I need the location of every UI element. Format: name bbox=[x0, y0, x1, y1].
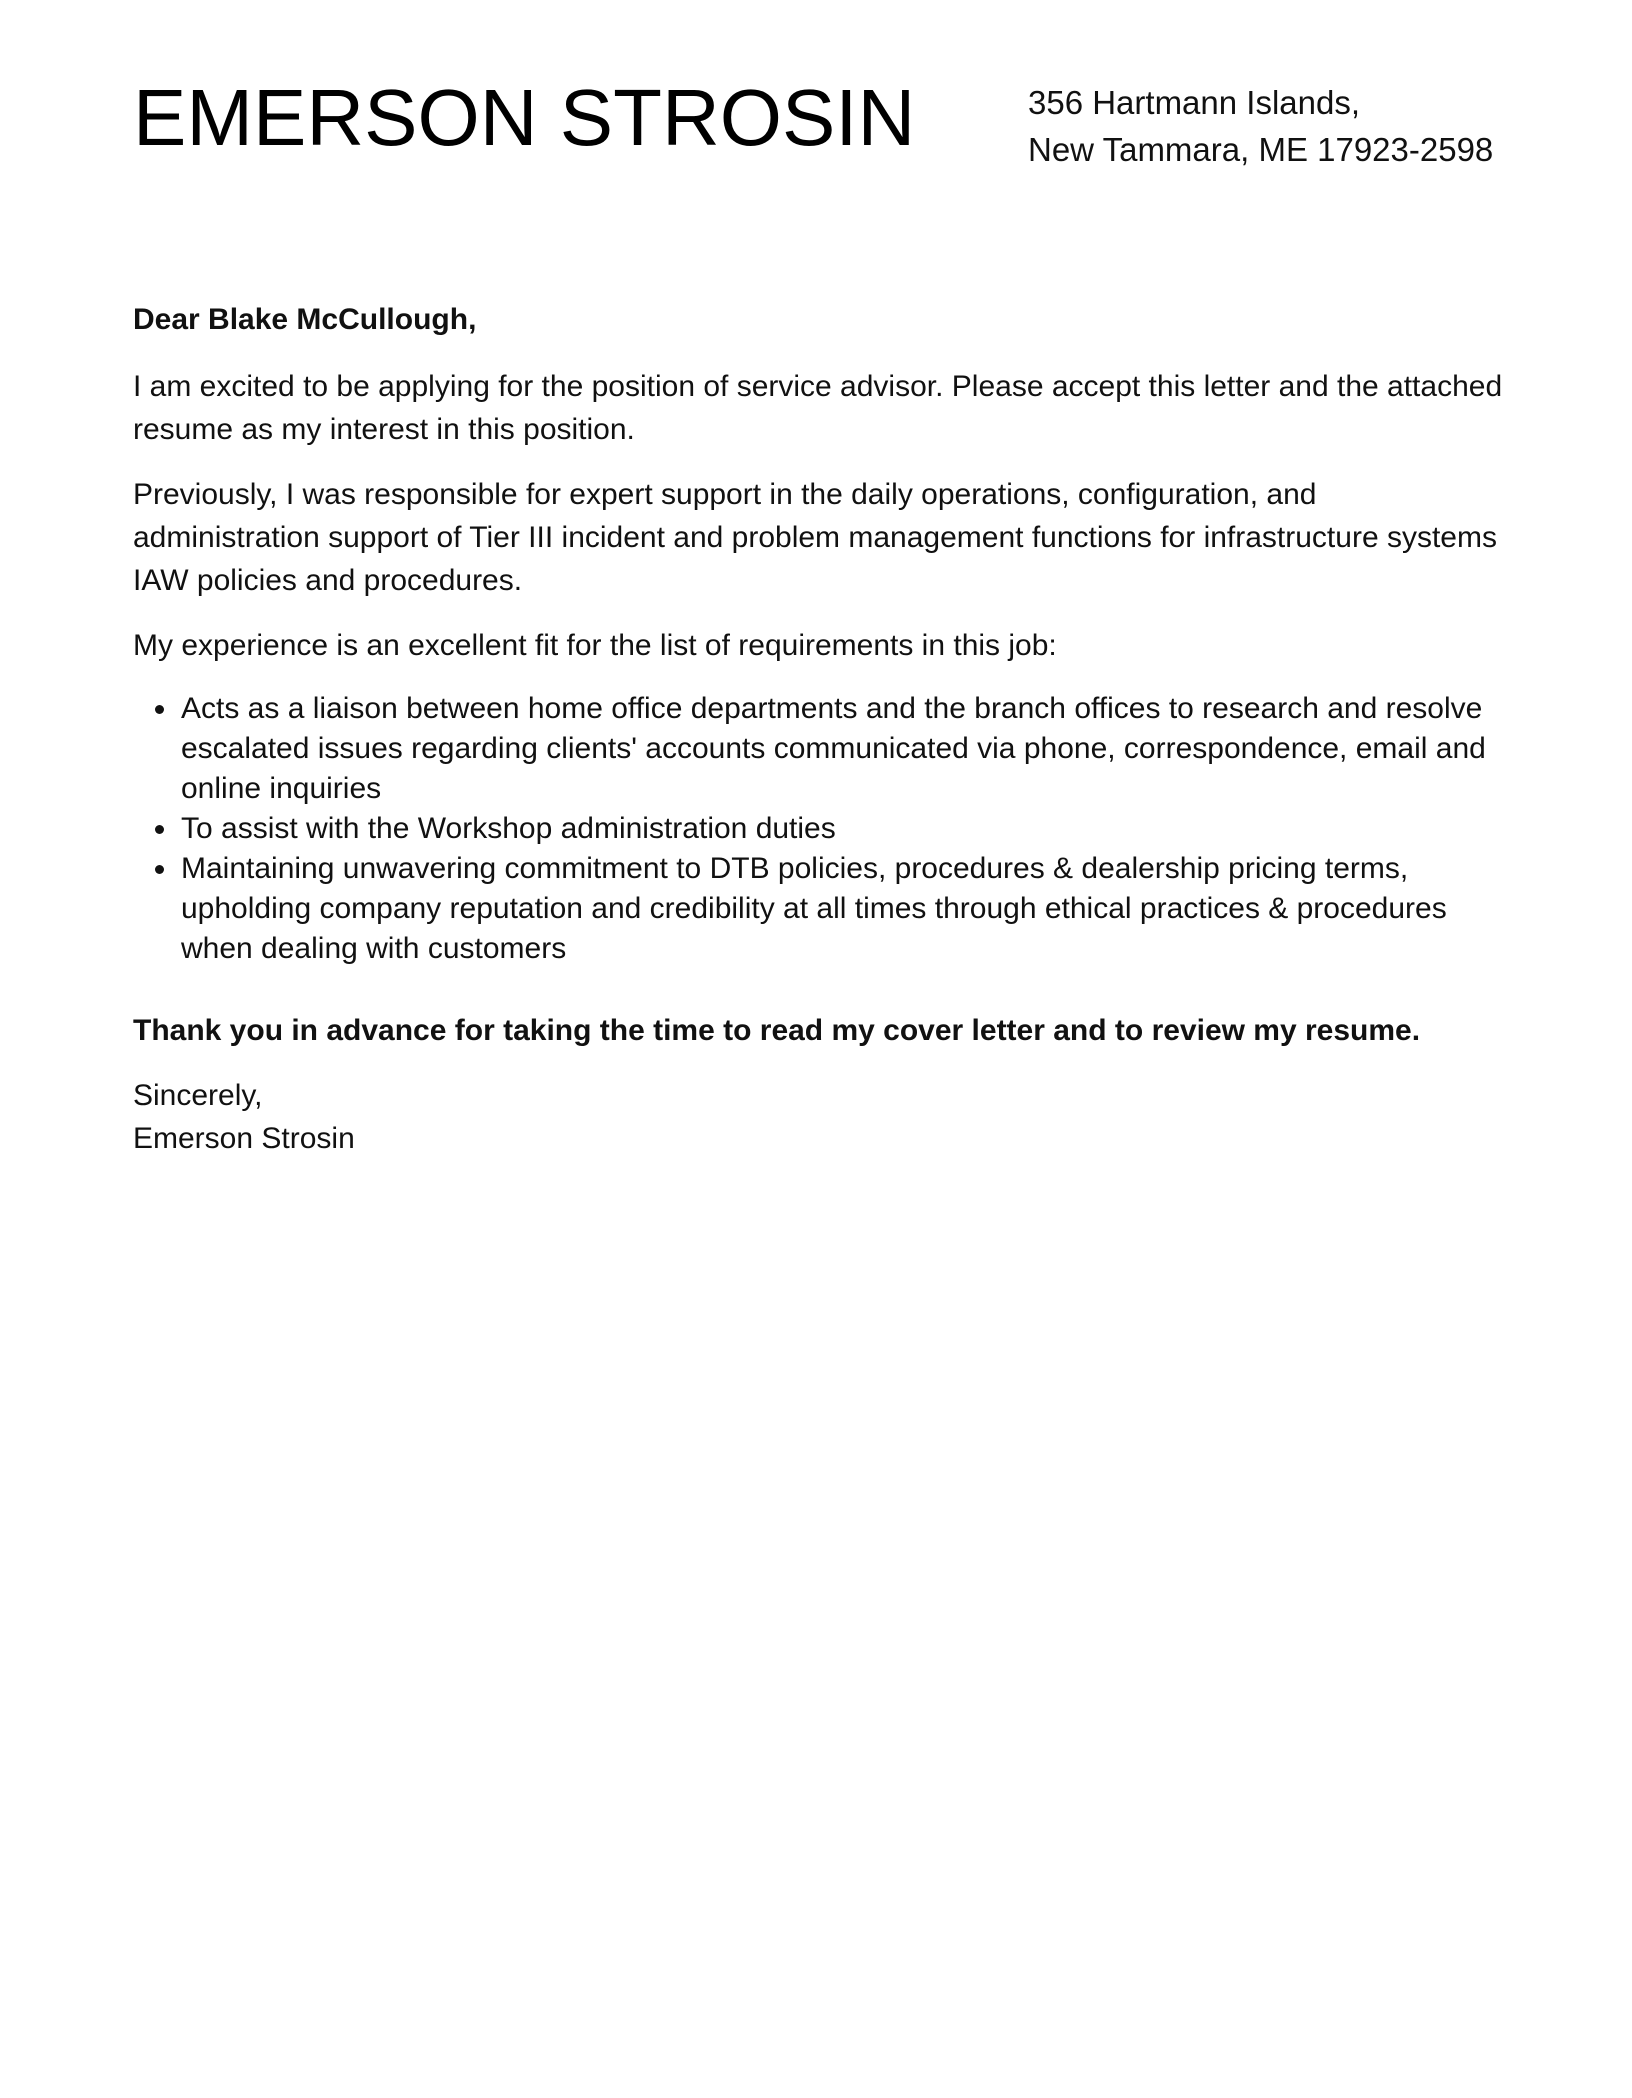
address-line-1: 356 Hartmann Islands, bbox=[1028, 84, 1361, 121]
signoff: Sincerely, bbox=[133, 1079, 263, 1112]
requirements-list bbox=[133, 689, 1503, 969]
experience-paragraph: Previously, I was responsible for expert support in the daily operations, configuration, and administration support of Tier III incident and problem management functions for infrastructure systems IAW policies and procedures. bbox=[133, 478, 1497, 597]
closing-statement: Thank you in advance for taking the time to read my cover letter and to review my resume. bbox=[133, 1014, 1421, 1047]
list-item bbox=[133, 849, 1503, 969]
signature-name: Emerson Strosin bbox=[133, 1122, 355, 1155]
letter-body bbox=[133, 298, 1503, 1160]
intro-paragraph: I am excited to be applying for the position of service advisor. Please accept this letter and the attached resume as my interest in this position. bbox=[133, 370, 1503, 446]
applicant-name: EMERSON STROSIN bbox=[133, 73, 916, 162]
requirements-intro: My experience is an excellent fit for the list of requirements in this job: bbox=[133, 629, 1057, 662]
signoff-block bbox=[133, 1074, 1503, 1160]
list-item bbox=[133, 809, 1503, 849]
address-line-2: New Tammara, ME 17923-2598 bbox=[1028, 131, 1494, 168]
list-item bbox=[133, 689, 1503, 809]
requirement-text: Maintaining unwavering commitment to DTB policies, procedures & dealership pricing terms, upholding company reputation and credibility at all times through ethical practices & procedures when dealing with customers bbox=[181, 852, 1447, 965]
applicant-address bbox=[1028, 79, 1493, 173]
requirement-text: To assist with the Workshop administration duties bbox=[181, 812, 836, 845]
letter-header bbox=[133, 72, 1503, 182]
salutation: Dear Blake McCullough, bbox=[133, 303, 477, 336]
requirement-text: Acts as a liaison between home office departments and the branch offices to research and resolve escalated issues regarding clients' accounts communicated via phone, correspondence, email and online inquiries bbox=[181, 692, 1486, 805]
